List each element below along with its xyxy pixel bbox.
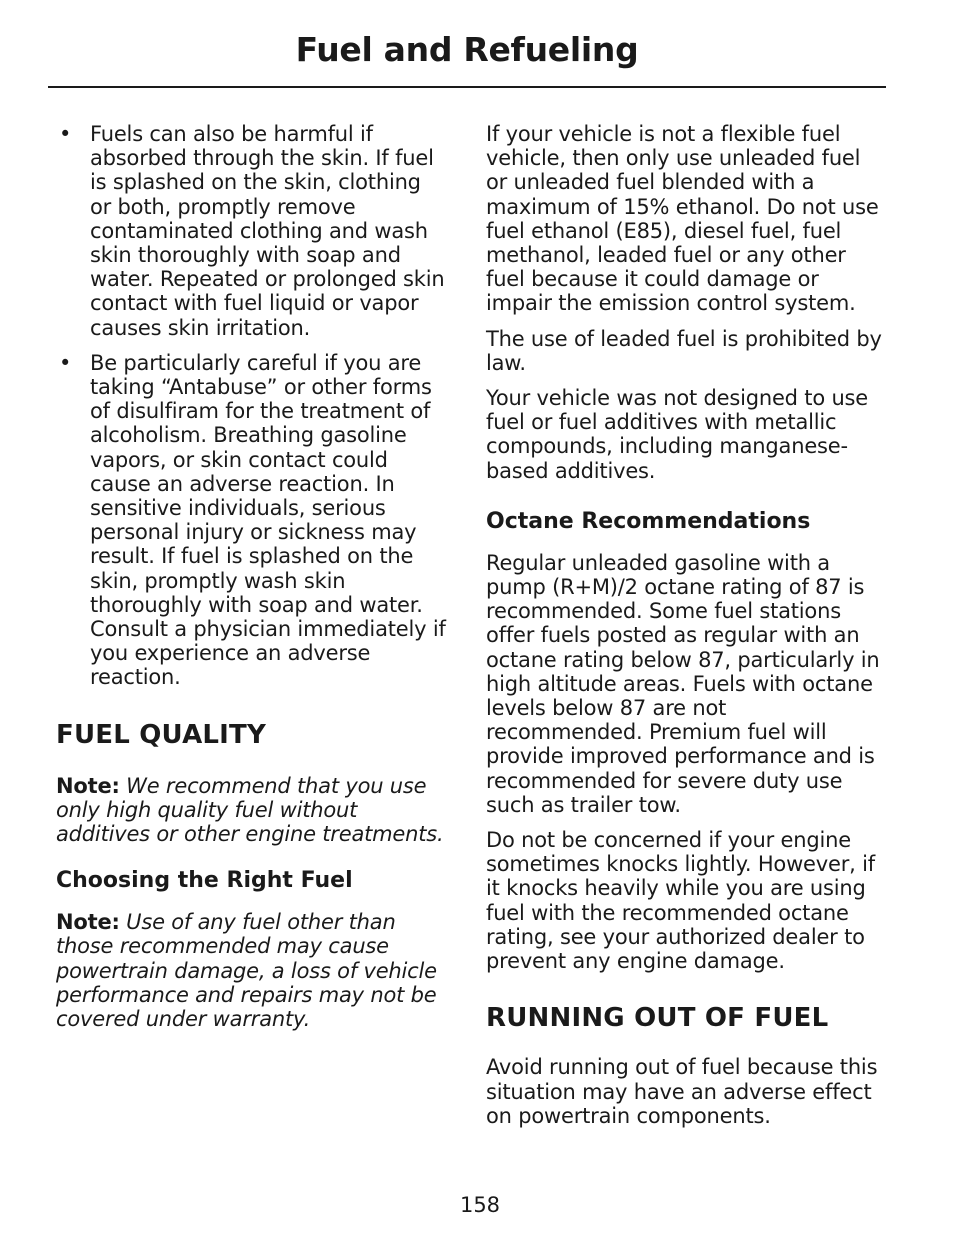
bullet-icon: • bbox=[59, 350, 72, 375]
note-text: We recommend that you use only high quality fuel without additives or other engine treatments. bbox=[56, 773, 444, 847]
list-item bbox=[56, 122, 448, 340]
bullet-text: Fuels can also be harmful if absorbed through the skin. If fuel is splashed on the skin, clothing or both, promptly remove contaminated clothing and wash skin thoroughly with soap and water. Repeated or prolonged skin contact with fuel liquid or vapor causes skin irritation. bbox=[90, 122, 445, 340]
choosing-fuel-note bbox=[56, 910, 448, 1031]
metallic-additives-paragraph: Your vehicle was not designed to use fuel or fuel additives with metallic compounds, including manganese-based additives. bbox=[486, 386, 869, 483]
octane-heading: Octane Recommendations bbox=[486, 508, 811, 534]
note-label: Note: bbox=[56, 910, 120, 935]
flex-fuel-paragraph: If your vehicle is not a flexible fuel vehicle, then only use unleaded fuel or unleaded fuel blended with a maximum of 15% ethanol. Do not use fuel ethanol (E85), diesel fuel, fuel methanol, leaded fuel or any other fuel because it could damage or impair the emission control system. bbox=[486, 122, 879, 316]
warning-bullet-list bbox=[56, 122, 448, 690]
bullet-text: Be particularly careful if you are taking “Antabuse” or other forms of disulfiram for the treatment of alcoholism. Breathing gasoline vapors, or skin contact could cause an adverse reaction. In sensitive individuals, serious personal injury or sickness may result. If fuel is splashed on the skin, promptly wash skin thoroughly with soap and water. Consult a physician immediately if you experience an adverse reaction. bbox=[90, 350, 446, 690]
fuel-quality-note bbox=[56, 774, 448, 847]
page-header bbox=[48, 0, 886, 88]
running-out-paragraph: Avoid running out of fuel because this situation may have an adverse effect on powertrain components. bbox=[486, 1055, 878, 1128]
octane-paragraph: Regular unleaded gasoline with a pump (R+M)/2 octane rating of 87 is recommended. Some fuel stations offer fuels posted as regular with an octane rating below 87, particularly in high altitude areas. Fuels with octane levels below 87 are not recommended. Premium fuel will provide improved performance and is recommended for severe duty use such as trailer tow. bbox=[486, 550, 880, 817]
note-label: Note: bbox=[56, 773, 120, 798]
bullet-icon: • bbox=[59, 122, 72, 146]
leaded-fuel-paragraph: The use of leaded fuel is prohibited by law. bbox=[486, 326, 882, 375]
note-text: Use of any fuel other than those recommended may cause powertrain damage, a loss of vehicle performance and repairs may not be covered under warranty. bbox=[56, 910, 437, 1032]
list-item bbox=[56, 351, 448, 690]
right-column bbox=[486, 122, 886, 1139]
choosing-fuel-heading: Choosing the Right Fuel bbox=[56, 868, 353, 894]
left-column bbox=[56, 122, 448, 1031]
engine-knock-paragraph: Do not be concerned if your engine sometimes knocks lightly. However, if it knocks heavily while you are using fuel with the recommended octane rating, see your authorized dealer to prevent any engine damage. bbox=[486, 828, 875, 974]
page-number: 158 bbox=[459, 1193, 501, 1217]
fuel-quality-heading: FUEL QUALITY bbox=[56, 719, 266, 750]
page-title: Fuel and Refueling bbox=[295, 30, 639, 69]
running-out-heading: RUNNING OUT OF FUEL bbox=[486, 1003, 829, 1034]
